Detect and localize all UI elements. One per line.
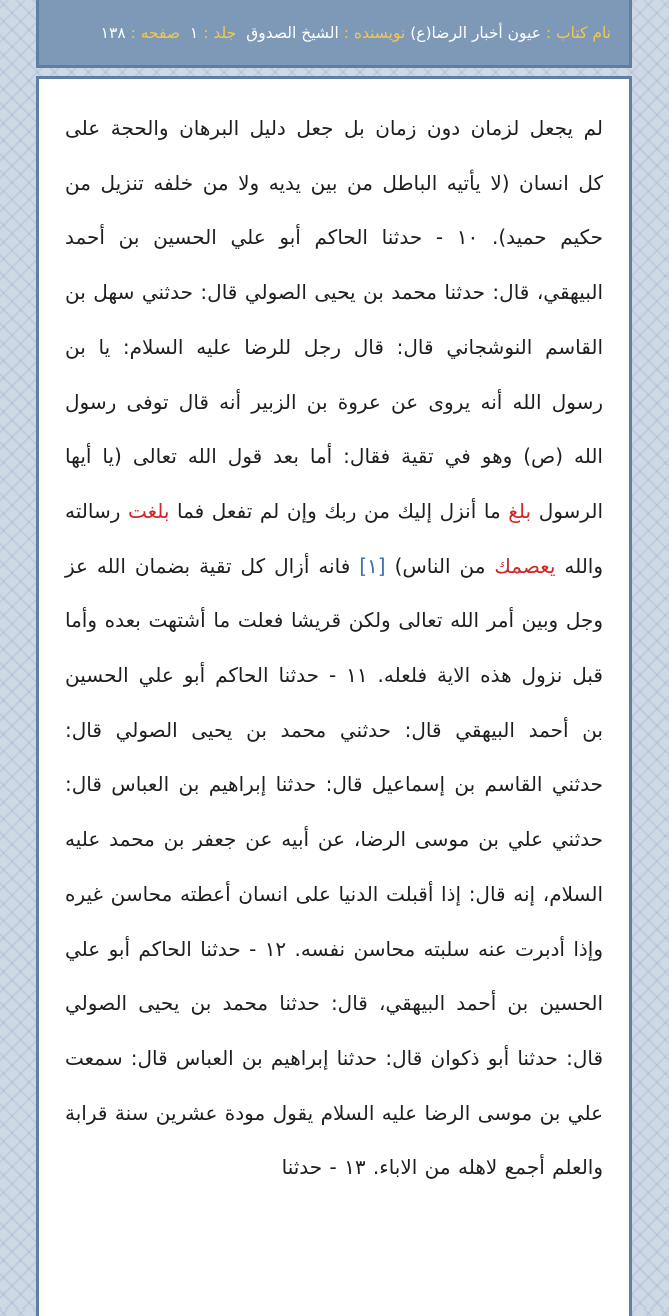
highlighted-word[interactable]: بلغت [127,498,170,523]
volume-value: ١ [189,23,199,42]
page-text [39,79,629,1195]
text-segment: فانه أزال كل تقية بضمان الله عز وجل وبين أمر الله تعالى ولكن قريشا فعلت ما أشتهت بعده وأما قبل نزول هذه الاية فلعله. ١١ - حدثنا الحاكم أبو علي الحسين بن أحمد البيهقي قال: حدثني محمد بن يحيى الصولي قال: حدثني القاسم بن إسماعيل قال: حدثنا إبراهيم بن العباس قال: حدثني علي بن موسى الرضا، عن أبيه عن جعفر بن محمد عليه السلام، إنه قال: إذا أقبلت الدنيا على انسان أعطته محاسن غيره وإذا أدبرت عنه سلبته محاسن نفسه. ١٢ - حدثنا الحاكم أبو علي الحسين بن أحمد البيهقي، قال: حدثنا محمد بن يحيى الصولي قال: حدثنا أبو ذكوان قال: حدثنا إبراهيم بن العباس قال: سمعت علي بن موسى الرضا عليه السلام يقول مودة عشرين سنة قرابة والعلم أجمع لاهله من الاباء. ١٣ - حدثنا [65,553,603,1180]
page-number: ١٣٨ [100,23,126,42]
text-segment: ما أنزل إليك من ربك وإن لم تفعل فما [177,498,501,523]
highlighted-word[interactable]: يعصمك [494,553,556,578]
footnote-link[interactable]: [١] [359,553,386,578]
page-label: صفحه : [130,23,181,42]
book-title: عيون أخبار الرضا(ع) [410,23,541,42]
text-segment: لم يجعل لزمان دون زمان بل جعل دليل البرهان والحجة على كل انسان (لا يأتيه الباطل من بين يديه ولا من خلفه تنزيل من حكيم حميد). ١٠ - حدثنا الحاكم أبو علي الحسين بن أحمد البيهقي، قال: حدثنا محمد بن يحيى الصولي قال: حدثني سهل بن القاسم النوشجاني قال: قال رجل للرضا عليه السلام: يا بن رسول الله أنه يروى عن عروة بن الزبير أنه قال توفى رسول الله (ص) وهو في تقية فقال: أما بعد قول الله تعالى (يا أيها الرسول [65,116,604,523]
highlighted-word[interactable]: بلغ [508,498,532,523]
book-title-label: نام کتاب : [545,23,611,42]
author-label: نويسنده : [343,23,406,42]
text-segment: رسالته والله [65,498,603,578]
book-page [36,76,632,1316]
volume-label: جلد : [203,23,237,42]
author-name: الشيخ الصدوق [246,23,339,42]
text-segment: من الناس) [394,553,486,578]
book-info-bar [36,0,632,68]
